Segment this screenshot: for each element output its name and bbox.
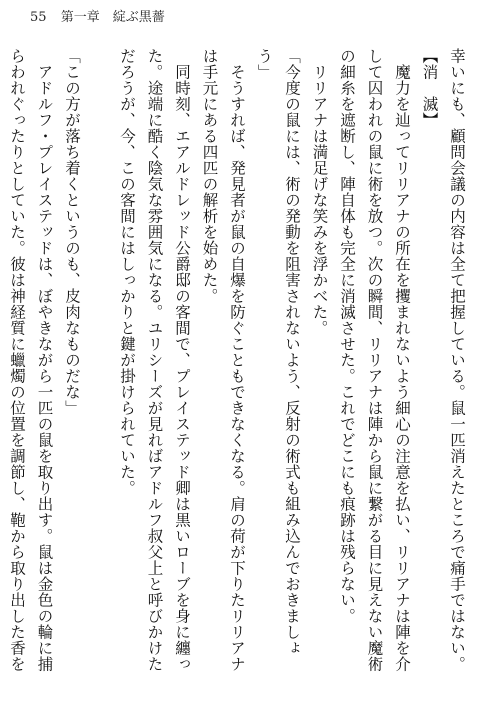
paragraph-3: 魔力を辿ってリリアナの所在を攫まれないよう細心の注意を払い、リリアナは陣を介して囚われの鼠に術を放つ。次の瞬間、リリアナは陣から鼠に繋がる目に見えない魔術の細糸を遮断し、陣自体も完全に消滅させた。これでどこにも痕跡は残らない。 <box>338 48 411 672</box>
body-text <box>8 48 470 680</box>
spell-name: 【消 滅】 <box>420 48 439 128</box>
paragraph-1: 幸いにも、顧問会議の内容は全て把握している。鼠一匹消えたところで痛手ではない。 <box>448 48 466 672</box>
page-header <box>30 8 470 28</box>
dialogue-1: 「今度の鼠には、術の発動を阻害されないよう、反射の術式も組み込んでおきましょう」 <box>255 48 301 656</box>
chapter-title: 第一章 綻ぶ黒薔 <box>60 10 165 25</box>
dialogue-2: 「この方が落ち着くというのも、皮肉なものだな」 <box>63 48 81 416</box>
paragraph-6: そうすれば、発見者が鼠の自爆を防ぐこともできなくなる。肩の荷が下りたリリアナは手元にある四匹の解析を始めた。 <box>200 48 246 672</box>
paragraph-4: リリアナは満足げな笑みを浮かべた。 <box>310 63 329 336</box>
paragraph-7: 同時刻、エアルドレッド公爵邸の客間で、プレイステッド卿は黒いローブを身に纏った。途端に酷く陰気な雰囲気になる。ユリシーズが見ればアドルフ叔父上と呼びかけただろうが、今、この客間にはしっかりと鍵が掛けられていた。 <box>118 48 191 672</box>
page-number: 55 <box>30 10 47 25</box>
paragraph-9: アドルフ・プレイステッドは、ぼやきながら一匹の鼠を取り出す。鼠は金色の輪に捕らわれぐったりとしていた。彼は神経質に蠟燭の位置を調節し、鞄から取り出した香を <box>8 48 54 672</box>
